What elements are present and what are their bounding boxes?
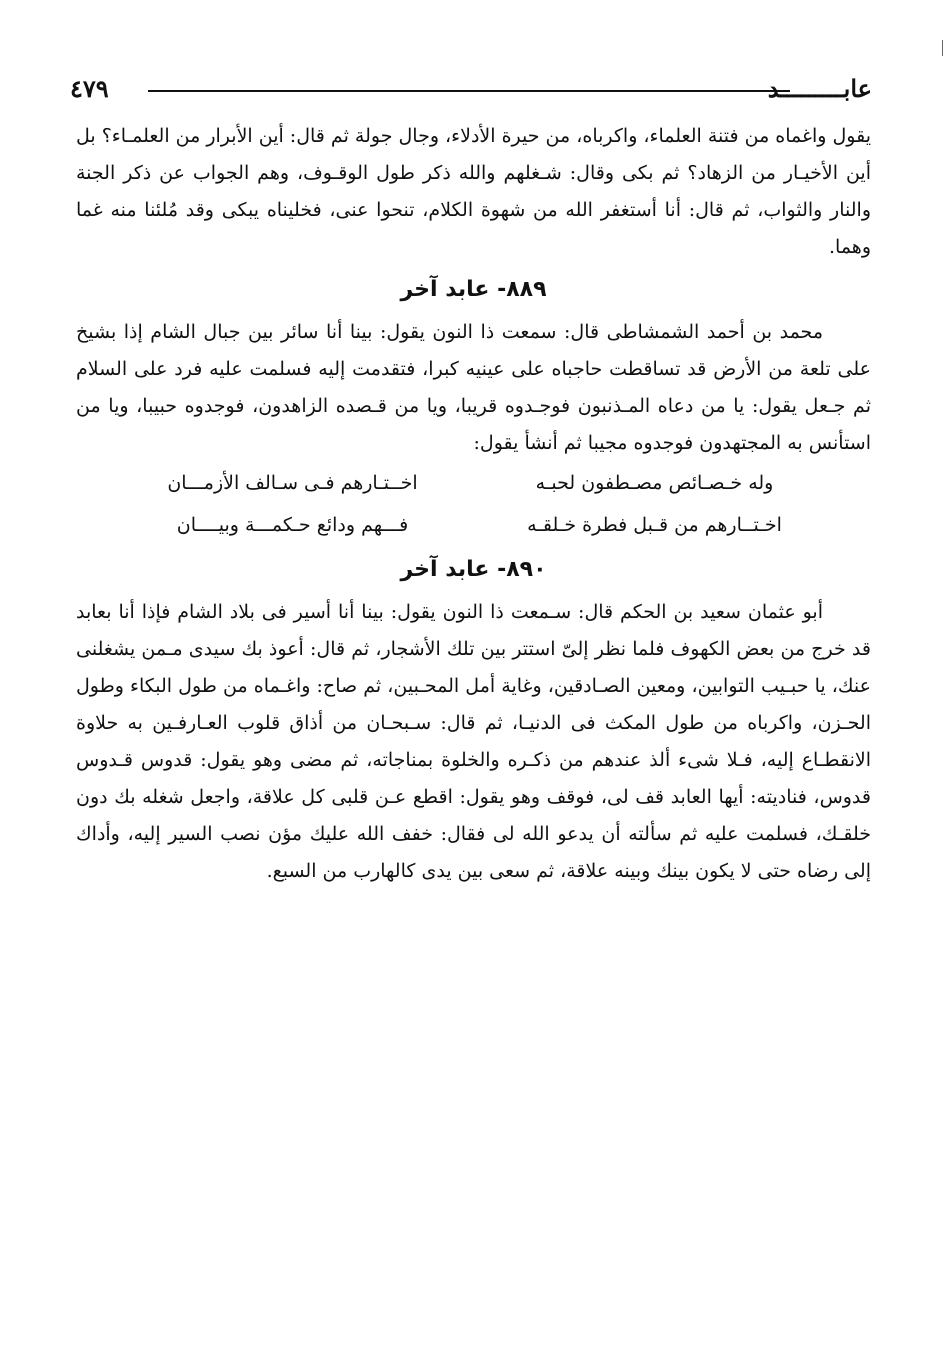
margin-mark <box>942 40 943 56</box>
section-heading-890: ٨٩٠- عابد آخر <box>400 557 547 582</box>
verse-line <box>76 462 871 504</box>
header-rule <box>148 90 790 92</box>
section-paragraph-889: محمد بن أحمد الشمشاطى قال: سمعت ذا النون يقول: بينا أنا سائر بين جبال الشام إذا بشيخ على تلعة من الأرض قد تساقطت حاجباه على عينيه كبرا، فتقدمت إليه فسلمت عليه فرد على السلام ثم جـعل يقول: يا من دعاه المـذنبون فوجـدوه قريبا، ويا من قـصده الزاهدون، فوجدوه حبيبا، ويا من استأنس به المجتهدون فوجدوه مجيبا ثم أنشأ يقول: <box>76 321 871 454</box>
section-paragraph-890: أبو عثمان سعيد بن الحكم قال: سـمعت ذا النون يقول: بينا أنا أسير فى بلاد الشام فإذا أنا بعابد قد خرج من بعض الكهوف فلما نظر إلىّ استتر بين تلك الأشجار، ثم قال: أعوذ بك سيدى مـمن يشغلنى عنك، يا حبـيب التوابين، ومعين الصـادقين، وغاية أمل المحـبين، ثم صاح: واغـماه من طول البكاء وطول الحـزن، واكرباه من طول المكث فى الدنيـا، ثم قال: سـبحـان من أذاق قلوب العـارفـين به حلاوة الانقطـاع إليه، فـلا شىء ألذ عندهم من ذكـره والخلوة بمناجاته، ثم مضى وهو يقول: قدوس قـدوس قدوس، فناديته: أيها العابد قف لى، فوقف وهو يقول: اقطع عـن قلبى كل علاقة، واجعل شغله بك دون خلقـك، فسلمت عليه ثم سألته أن يدعو الله لى فقال: خفف الله عليك مؤن نصب السير إليه، وأداك إلى رضاه حتى لا يكون بينك وبينه علاقة، ثم سعى بين يدى كالهارب من السبع. <box>76 601 871 882</box>
verse-hemistich-second: اخــتـارهم فـى سـالف الأزمـــان <box>167 472 418 494</box>
verse-hemistich-second: فـــهم ودائع حـكمـــة وبيــــان <box>176 514 409 536</box>
running-header <box>70 70 880 110</box>
section-heading-889: ٨٨٩- عابد آخر <box>400 277 547 302</box>
verse-hemistich-first: وله خـصـائص مصـطفون لحبـه <box>535 472 774 494</box>
verse-line <box>76 504 871 546</box>
intro-paragraph: يقول واغماه من فتنة العلماء، واكرباه، من حيرة الأدلاء، وجال جولة ثم قال: أين الأبرار من العلمـاء؟ بل أين الأخيـار من الزهاد؟ ثم بكى وقال: شـغلهم والله ذكر طول الوقـوف، وهم الجواب عن ذكر الجنة والنار والثواب، ثم قال: أنا أستغفر الله من شهوة الكلام، تنحوا عنى، فخليناه يبكى وقد مُلئنا منه غما وهما. <box>76 125 871 258</box>
verse-hemistich-first: اخـتــارهم من قـبل فطرة خـلقـه <box>527 514 782 536</box>
page-number: ٤٧٩ <box>70 74 109 103</box>
page-body <box>76 118 871 890</box>
running-title: عابـــــــــد <box>767 74 872 103</box>
